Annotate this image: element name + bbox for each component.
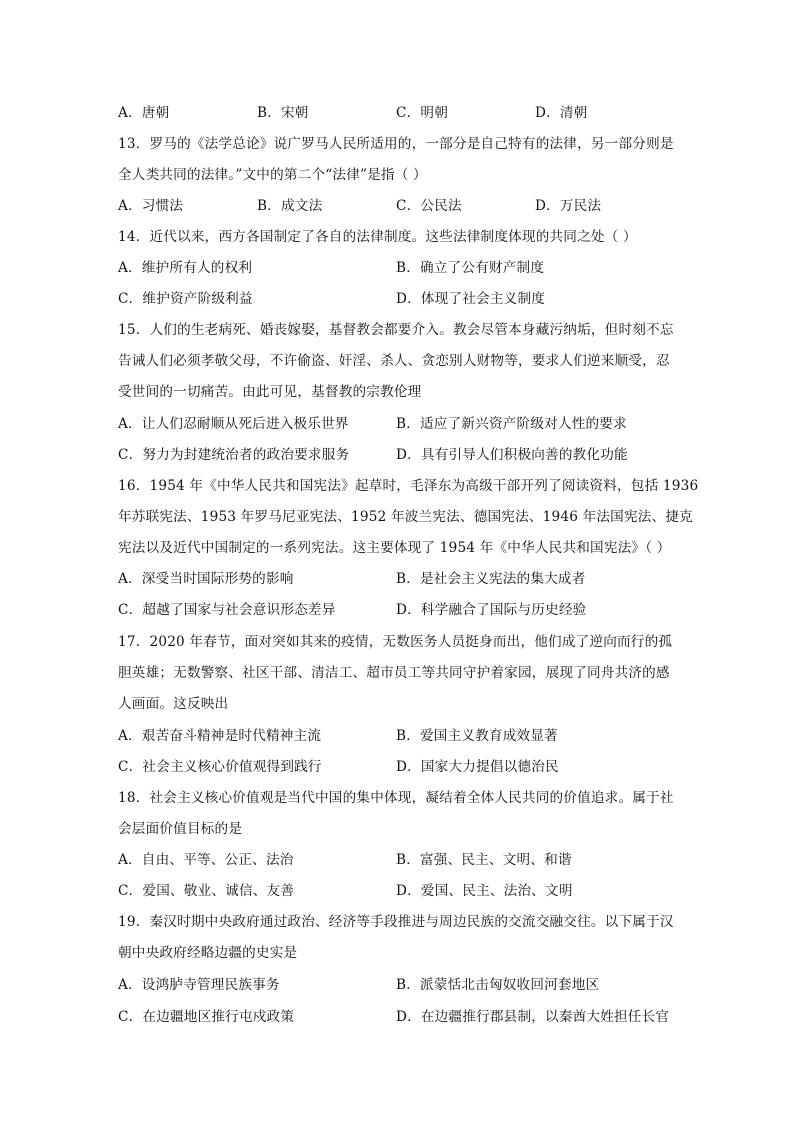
q17-option-d[interactable]: D．国家大力提倡以德治民 <box>396 759 559 775</box>
q19-option-b[interactable]: B．派蒙恬北击匈奴收回河套地区 <box>396 977 600 993</box>
q15-stem-line: 15．人们的生老病死、婚丧嫁娶，基督教会都要介入。教会尽管本身藏污纳垢，但时刻不忘 <box>118 322 674 338</box>
q14-option-b[interactable]: B．确立了公有财产制度 <box>396 260 545 276</box>
q17-stem-line: 胆英雄；无数警察、社区干部、清洁工、超市员工等共同守护着家园，展现了同舟共济的感 <box>118 665 670 681</box>
q19-option-d[interactable]: D．在边疆推行郡县制，以秦酋大姓担任长官 <box>396 1009 670 1025</box>
q13-option-c[interactable]: C．公民法 <box>396 198 462 214</box>
q15-option-a[interactable]: A．让人们忍耐顺从死后进入极乐世界 <box>118 416 349 432</box>
q12-option-a[interactable]: A．唐朝 <box>118 105 170 121</box>
q12-option-d[interactable]: D．清朝 <box>535 105 588 121</box>
q17-option-c[interactable]: C．社会主义核心价值观得到践行 <box>118 759 322 775</box>
q14-option-c[interactable]: C．维护资产阶级利益 <box>118 291 253 307</box>
q18-stem-line: 18．社会主义核心价值观是当代中国的集中体现，凝结着全体人民共同的价值追求。属于社 <box>118 790 674 806</box>
q17-stem-line: 17．2020 年春节，面对突如其来的疫情，无数医务人员挺身而出，他们成了逆向而行的孤 <box>118 634 673 650</box>
q17-option-b[interactable]: B．爱国主义教育成效显著 <box>396 728 558 744</box>
q18-stem-line: 会层面价值目标的是 <box>118 821 243 837</box>
q18-option-b[interactable]: B．富强、民主、文明、和谐 <box>396 852 572 868</box>
q16-stem-line: 宪法以及近代中国制定的一系列宪法。这主要体现了 1954 年《中华人民共和国宪法》（ ） <box>118 540 671 556</box>
q15-stem-line: 受世间的一切痛苦。由此可见，基督教的宗教伦理 <box>118 384 422 400</box>
q12-option-c[interactable]: C．明朝 <box>396 105 448 121</box>
q15-option-b[interactable]: B．适应了新兴资产阶级对人性的要求 <box>396 416 627 432</box>
q16-option-c[interactable]: C．超越了国家与社会意识形态差异 <box>118 602 336 618</box>
q15-option-d[interactable]: D．具有引导人们积极向善的教化功能 <box>396 447 628 463</box>
q19-stem-line: 朝中央政府经略边疆的史实是 <box>118 945 298 961</box>
q16-stem-line: 16．1954 年《中华人民共和国宪法》起草时，毛泽东为高级干部开列了阅读资料，包括 1936 <box>118 478 699 494</box>
q19-stem-line: 19．秦汉时期中央政府通过政治、经济等手段推进与周边民族的交流交融交往。以下属于汉 <box>118 914 674 930</box>
q15-option-c[interactable]: C．努力为封建统治者的政治要求服务 <box>118 447 350 463</box>
q13-option-d[interactable]: D．万民法 <box>535 198 602 214</box>
q16-stem-line: 年苏联宪法、1953 年罗马尼亚宪法、1952 年波兰宪法、德国宪法、1946 年法国宪法、捷克 <box>118 509 693 525</box>
q14-option-a[interactable]: A．维护所有人的权利 <box>118 260 253 276</box>
q18-option-d[interactable]: D．爱国、民主、法治、文明 <box>396 883 573 899</box>
q19-option-c[interactable]: C．在边疆地区推行屯戍政策 <box>118 1009 295 1025</box>
q16-option-d[interactable]: D．科学融合了国际与历史经验 <box>396 602 587 618</box>
q17-stem-line: 人画面。这反映出 <box>118 696 229 712</box>
q19-option-a[interactable]: A．设鸿胪寺管理民族事务 <box>118 977 280 993</box>
q18-option-c[interactable]: C．爱国、敬业、诚信、友善 <box>118 883 295 899</box>
q14-stem-line: 14．近代以来，西方各国制定了各自的法律制度。这些法律制度体现的共同之处（ ） <box>118 229 637 245</box>
q12-option-b[interactable]: B．宋朝 <box>257 105 309 121</box>
q17-option-a[interactable]: A．艰苦奋斗精神是时代精神主流 <box>118 728 322 744</box>
q13-option-a[interactable]: A．习惯法 <box>118 198 184 214</box>
q16-option-a[interactable]: A．深受当时国际形势的影响 <box>118 571 294 587</box>
q13-option-b[interactable]: B．成文法 <box>257 198 323 214</box>
q13-stem-line: 全人类共同的法律。”文中的第二个“法律”是指（ ） <box>118 167 427 183</box>
q15-stem-line: 告诫人们必须孝敬父母，不许偷盗、奸淫、杀人、贪恋别人财物等，要求人们逆来顺受，忍 <box>118 353 670 369</box>
q16-option-b[interactable]: B．是社会主义宪法的集大成者 <box>396 571 586 587</box>
q14-option-d[interactable]: D．体现了社会主义制度 <box>396 291 546 307</box>
q13-stem-line: 13．罗马的《法学总论》说广罗马人民所适用的，一部分是自己特有的法律，另一部分则是 <box>118 136 674 152</box>
q18-option-a[interactable]: A．自由、平等、公正、法治 <box>118 852 294 868</box>
